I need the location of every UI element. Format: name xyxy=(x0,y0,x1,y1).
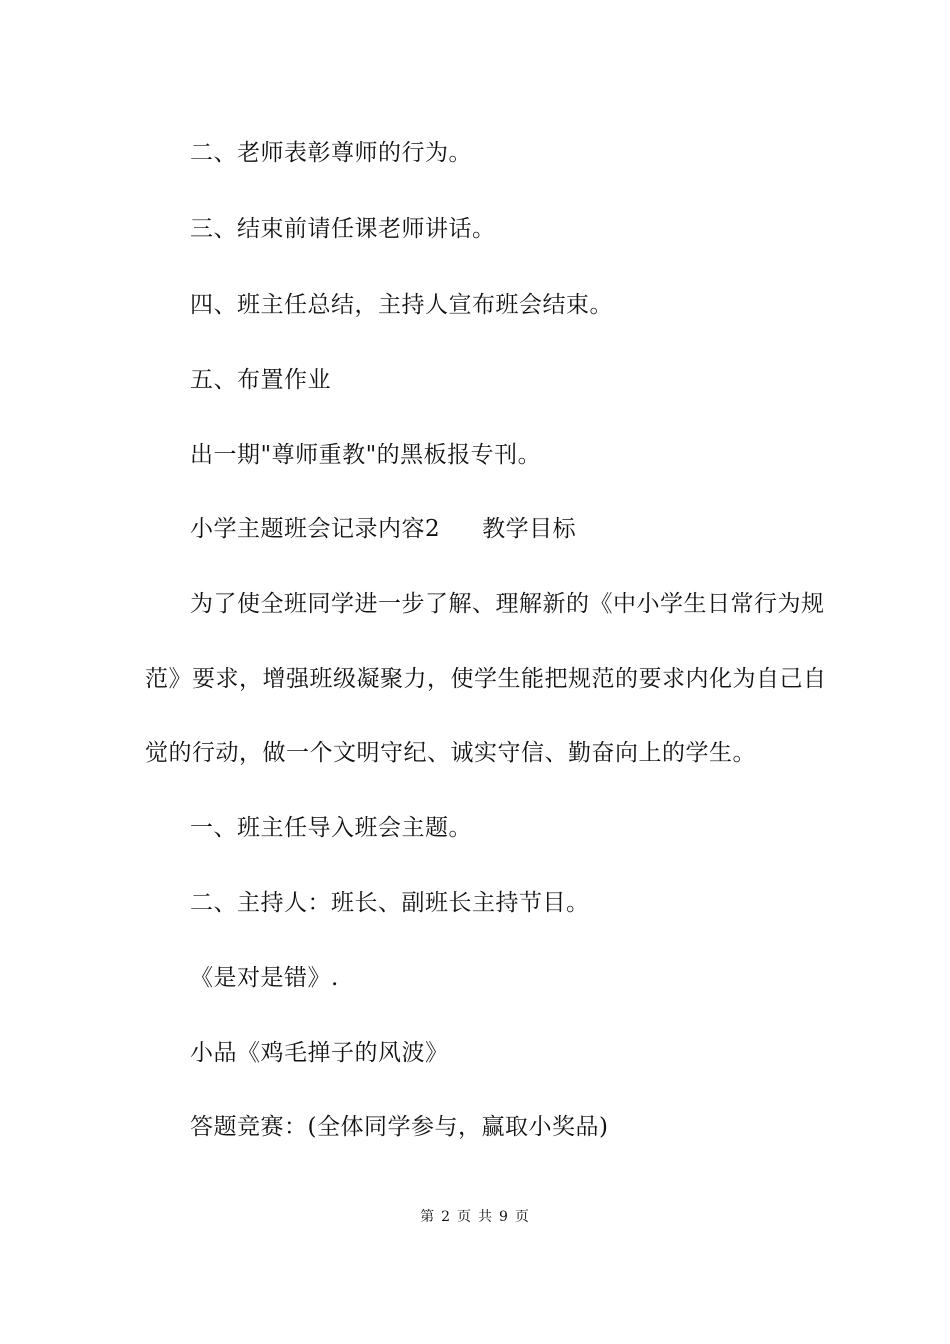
text-line: 《是对是错》. xyxy=(190,965,339,991)
text-line: 出一期"尊师重教"的黑板报专刊。 xyxy=(190,442,542,468)
footer-label-ye-end: 页 xyxy=(514,1209,530,1225)
paragraph-line: 觉的行动，做一个文明守纪、诚实守信、勤奋向上的学生。 xyxy=(145,740,756,766)
text-line: 四、班主任总结，主持人宣布班会结束。 xyxy=(190,292,613,318)
text-line: 三、结束前请任课老师讲话。 xyxy=(190,216,496,242)
text-line: 二、老师表彰尊师的行为。 xyxy=(190,140,472,166)
section-heading xyxy=(190,514,860,544)
footer-page-total: 9 xyxy=(499,1209,509,1225)
text-line: 一、班主任导入班会主题。 xyxy=(190,815,472,841)
text-line: 答题竞赛：(全体同学参与，赢取小奖品) xyxy=(190,1114,609,1140)
page-footer xyxy=(0,1208,950,1226)
paragraph-line: 为了使全班同学进一步了解、理解新的《中小学生日常行为规 xyxy=(190,591,825,617)
text-line: 二、主持人：班长、副班长主持节目。 xyxy=(190,890,590,916)
footer-label-di: 第 xyxy=(420,1209,436,1225)
text-line: 五、布置作业 xyxy=(190,367,331,393)
footer-label-gong: 共 xyxy=(478,1209,493,1225)
footer-page-current: 2 xyxy=(441,1209,451,1225)
section-subtitle: 教学目标 xyxy=(482,516,577,542)
paragraph-line: 范》要求，增强班级凝聚力，使学生能把规范的要求内化为自己自 xyxy=(145,666,827,692)
section-title: 小学主题班会记录内容2 xyxy=(190,516,441,542)
text-line: 小品《鸡毛掸子的风波》 xyxy=(190,1040,449,1066)
footer-label-ye: 页 xyxy=(457,1209,472,1225)
